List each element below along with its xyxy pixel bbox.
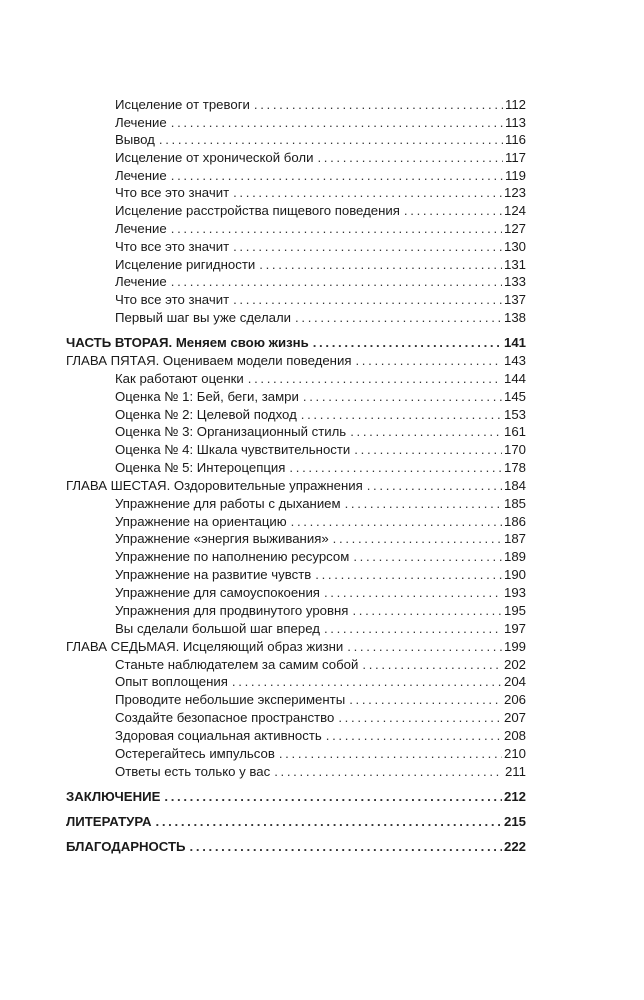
dot-leader (279, 745, 502, 763)
toc-entry-page-number: 178 (503, 460, 526, 475)
toc-entry-page-number: 170 (503, 442, 526, 457)
toc-entry (115, 441, 526, 459)
toc-entry-title: Упражнение по наполнению ресурсом (115, 549, 350, 564)
dot-leader (367, 477, 502, 495)
toc-entry-page-number: 207 (503, 710, 526, 725)
toc-entry-page-number: 206 (503, 692, 526, 707)
toc-entry-page-number: 185 (503, 496, 526, 511)
toc-entry-title: Здоровая социальная активность (115, 728, 322, 743)
toc-entry-title: Вы сделали большой шаг вперед (115, 621, 320, 636)
toc-entry-title: Упражнение на развитие чувств (115, 567, 312, 582)
dot-leader (159, 131, 503, 149)
dot-leader (274, 763, 503, 781)
toc-entry (115, 406, 526, 424)
toc-entry-title: Упражнения для продвинутого уровня (115, 603, 349, 618)
toc-entry-page-number: 117 (504, 150, 526, 165)
toc-entry-page-number: 116 (504, 132, 526, 147)
dot-leader (333, 530, 502, 548)
toc-entry-title: Проводите небольшие эксперименты (115, 692, 346, 707)
toc-entry (66, 352, 526, 370)
toc-entry-page-number: 195 (503, 603, 526, 618)
toc-entry-title: Лечение (115, 274, 167, 289)
toc-entry (115, 459, 526, 477)
toc-entry (115, 530, 526, 548)
toc-entry-page-number: 119 (504, 168, 526, 183)
toc-entry-page-number: 184 (503, 478, 526, 493)
toc-entry-page-number: 193 (503, 585, 526, 600)
toc-entry-title: Исцеление от тревоги (115, 97, 250, 112)
toc-entry (115, 513, 526, 531)
toc-entry-page-number: 112 (504, 97, 526, 112)
dot-leader (171, 273, 502, 291)
toc-entry-page-number: 186 (503, 514, 526, 529)
dot-leader (171, 220, 502, 238)
toc-entry-title: Лечение (115, 168, 167, 183)
toc-entry-title: Оценка № 5: Интероцепция (115, 460, 286, 475)
toc-entry-title: Упражнение на ориентацию (115, 514, 287, 529)
toc-entry (115, 709, 526, 727)
toc-entry-page-number: 199 (503, 639, 526, 654)
toc-entry-title: ЗАКЛЮЧЕНИЕ (66, 789, 161, 804)
toc-entry-page-number: 127 (503, 221, 526, 236)
toc-entry (115, 602, 526, 620)
toc-entry-page-number: 215 (503, 814, 526, 829)
toc-entry-page-number: 202 (503, 657, 526, 672)
toc-entry (115, 238, 526, 256)
dot-leader (156, 813, 502, 831)
toc-entry (115, 167, 526, 185)
dot-leader (301, 406, 502, 424)
toc-entry-title: ГЛАВА ШЕСТАЯ. Оздоровительные упражнения (66, 478, 363, 493)
toc-entry-page-number: 138 (503, 310, 526, 325)
toc-entry (115, 370, 526, 388)
toc-entry-page-number: 137 (503, 292, 526, 307)
toc-entry-page-number: 113 (504, 115, 526, 130)
toc-entry-page-number: 189 (503, 549, 526, 564)
toc-entry-title: Опыт воплощения (115, 674, 228, 689)
dot-leader (355, 352, 502, 370)
toc-entry-page-number: 197 (503, 621, 526, 636)
toc-entry-page-number: 145 (503, 389, 526, 404)
toc-entry-title: Упражнение для работы с дыханием (115, 496, 341, 511)
toc-entry (115, 273, 526, 291)
dot-leader (326, 727, 502, 745)
toc-entry-page-number: 208 (503, 728, 526, 743)
dot-leader (291, 513, 502, 531)
toc-entry-page-number: 190 (503, 567, 526, 582)
toc-entry (66, 838, 526, 856)
toc-entry-title: ГЛАВА ПЯТАЯ. Оцениваем модели поведения (66, 353, 352, 368)
toc-entry (115, 656, 526, 674)
toc-entry-title: ЛИТЕРАТУРА (66, 814, 152, 829)
dot-leader (248, 370, 502, 388)
toc-entry (115, 673, 526, 691)
toc-entry-title: Что все это значит (115, 185, 230, 200)
dot-leader (313, 334, 502, 352)
toc-entry-title: ГЛАВА СЕДЬМАЯ. Исцеляющий образ жизни (66, 639, 344, 654)
toc-entry (115, 548, 526, 566)
toc-entry-title: Первый шаг вы уже сделали (115, 310, 292, 325)
toc-entry (66, 813, 526, 831)
toc-entry-title: Создайте безопасное пространство (115, 710, 335, 725)
toc-entry-page-number: 204 (503, 674, 526, 689)
toc-entry-page-number: 211 (504, 764, 526, 779)
dot-leader (362, 656, 502, 674)
toc-entry-page-number: 144 (503, 371, 526, 386)
toc-entry-title: Оценка № 3: Организационный стиль (115, 424, 347, 439)
toc-entry-page-number: 141 (503, 335, 526, 350)
toc-entry-title: Упражнение для самоуспокоения (115, 585, 320, 600)
toc-entry-title: Станьте наблюдателем за самим собой (115, 657, 359, 672)
toc-entry (66, 334, 526, 352)
toc-entry-title: БЛАГОДАРНОСТЬ (66, 839, 186, 854)
toc-entry (115, 745, 526, 763)
dot-leader (171, 167, 503, 185)
toc-entry (115, 96, 526, 114)
dot-leader (324, 584, 502, 602)
dot-leader (349, 691, 502, 709)
dot-leader (233, 184, 502, 202)
dot-leader (315, 566, 502, 584)
toc-entry-page-number: 131 (503, 257, 526, 272)
dot-leader (171, 114, 503, 132)
toc-entry (115, 566, 526, 584)
toc-entry-page-number: 153 (503, 407, 526, 422)
toc-entry (115, 256, 526, 274)
dot-leader (164, 788, 502, 806)
toc-entry-page-number: 161 (503, 424, 526, 439)
dot-leader (233, 291, 502, 309)
toc-entry-page-number: 210 (503, 746, 526, 761)
toc-entry (115, 309, 526, 327)
dot-leader (317, 149, 503, 167)
toc-entry (115, 291, 526, 309)
toc-entry-page-number: 222 (503, 839, 526, 854)
toc-entry (115, 202, 526, 220)
toc-entry-title: Лечение (115, 221, 167, 236)
toc-entry-page-number: 143 (503, 353, 526, 368)
toc-entry-page-number: 187 (503, 531, 526, 546)
toc-entry-title: Вывод (115, 132, 155, 147)
toc-entry-page-number: 124 (503, 203, 526, 218)
dot-leader (353, 548, 502, 566)
toc-entry-title: Как работают оценки (115, 371, 244, 386)
toc-entry (115, 220, 526, 238)
dot-leader (295, 309, 502, 327)
dot-leader (347, 638, 502, 656)
toc-entry-title: Оценка № 2: Целевой подход (115, 407, 297, 422)
dot-leader (303, 388, 502, 406)
toc-entry-title: Исцеление ригидности (115, 257, 256, 272)
toc-entry-page-number: 123 (503, 185, 526, 200)
toc-entry (115, 388, 526, 406)
toc-entry (115, 691, 526, 709)
toc-entry-title: Ответы есть только у вас (115, 764, 271, 779)
dot-leader (404, 202, 502, 220)
toc-entry-title: Оценка № 4: Шкала чувствительности (115, 442, 351, 457)
toc-entry-title: Что все это значит (115, 239, 230, 254)
toc-entry (115, 620, 526, 638)
toc-entry-page-number: 133 (503, 274, 526, 289)
toc-entry-title: Что все это значит (115, 292, 230, 307)
toc-entry-title: Лечение (115, 115, 167, 130)
dot-leader (354, 441, 502, 459)
toc-entry (115, 584, 526, 602)
dot-leader (233, 238, 502, 256)
toc-entry-title: Упражнение «энергия выживания» (115, 531, 329, 546)
toc-entry (115, 423, 526, 441)
toc-entry-title: Остерегайтесь импульсов (115, 746, 275, 761)
toc-entry (115, 184, 526, 202)
dot-leader (352, 602, 502, 620)
toc-entry (115, 763, 526, 781)
dot-leader (254, 96, 503, 114)
toc-entry-page-number: 212 (503, 789, 526, 804)
toc-entry-page-number: 130 (503, 239, 526, 254)
toc-entry (66, 638, 526, 656)
dot-leader (324, 620, 502, 638)
dot-leader (345, 495, 502, 513)
toc-entry-title: Исцеление от хронической боли (115, 150, 314, 165)
toc-entry-title: ЧАСТЬ ВТОРАЯ. Меняем свою жизнь (66, 335, 309, 350)
toc-entry-title: Оценка № 1: Бей, беги, замри (115, 389, 299, 404)
toc-entry (115, 727, 526, 745)
toc-entry (115, 149, 526, 167)
toc-entry (66, 477, 526, 495)
toc-entry (66, 788, 526, 806)
dot-leader (232, 673, 502, 691)
dot-leader (259, 256, 502, 274)
toc-entry (115, 114, 526, 132)
dot-leader (338, 709, 502, 727)
dot-leader (350, 423, 502, 441)
dot-leader (190, 838, 502, 856)
toc-entry (115, 495, 526, 513)
toc-entry-title: Исцеление расстройства пищевого поведения (115, 203, 400, 218)
toc-entry (115, 131, 526, 149)
dot-leader (289, 459, 502, 477)
